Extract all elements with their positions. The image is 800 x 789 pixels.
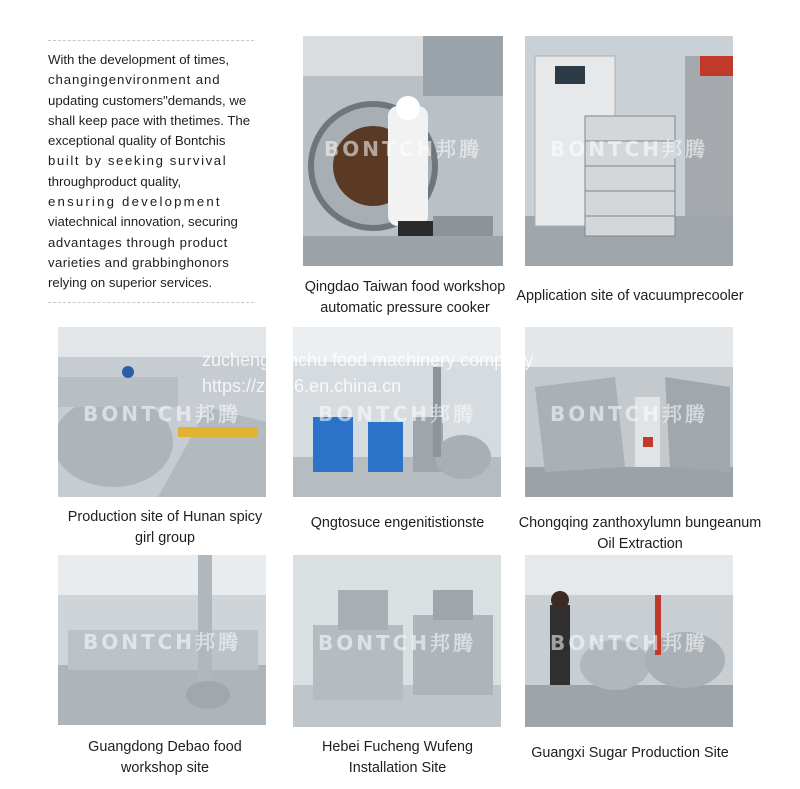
intro-line: exceptional quality of Bontchis: [48, 133, 226, 149]
caption-line: Production site of Hunan spicy: [67, 509, 263, 525]
photo-caption: [505, 286, 755, 307]
photo-vacuum-precooler: [525, 36, 733, 266]
caption-line: Installation Site: [348, 760, 447, 776]
intro-line: ensuring development: [48, 194, 222, 210]
photo-caption: [285, 737, 510, 779]
top-divider: [48, 40, 254, 41]
intro-line: relying on superior services.: [48, 275, 213, 291]
intro-line: With the development of times,: [48, 52, 230, 67]
brand-watermark: BONTCH邦腾: [323, 136, 483, 161]
caption-line: Application site of vacuumprecooler: [516, 288, 744, 304]
caption-line: Guangdong Debao food: [88, 739, 242, 755]
caption-line: girl group: [135, 530, 195, 546]
intro-paragraph: [48, 50, 258, 294]
photo-caption: [505, 513, 775, 555]
brand-watermark: BONTCH邦腾: [549, 136, 709, 161]
intro-line: changingenvironment and: [48, 72, 221, 88]
photo-hebei-installation: [293, 555, 501, 727]
photo-caption: [515, 743, 745, 764]
photo-caption: [40, 507, 290, 549]
intro-line: varieties and grabbinghonors: [48, 254, 230, 270]
brand-watermark: BONTCH邦腾: [317, 631, 477, 656]
intro-line: advantages through product: [48, 234, 228, 250]
bottom-divider: [48, 302, 254, 303]
caption-line: automatic pressure cooker: [320, 300, 490, 316]
brand-watermark: BONTCH邦腾: [82, 402, 242, 427]
caption-line: Guangxi Sugar Production Site: [531, 745, 729, 761]
caption-line: Hebei Fucheng Wufeng: [322, 739, 473, 755]
photo-caption: [280, 513, 515, 534]
photo-chongqing-extraction: [525, 327, 733, 497]
url-watermark: https://zc156.en.china.cn: [202, 376, 402, 396]
caption-line: Qngtosuce engenitistionste: [310, 515, 485, 531]
photo-guangxi-sugar: [525, 555, 733, 727]
intro-line: viatechnical innovation, securing: [48, 214, 238, 230]
brand-watermark: BONTCH邦腾: [317, 402, 477, 427]
photo-guangdong-workshop: [58, 555, 266, 725]
caption-line: Chongqing zanthoxylumn bungeanum: [518, 515, 762, 531]
caption-line: Qingdao Taiwan food workshop: [304, 279, 506, 295]
caption-line: workshop site: [121, 760, 209, 776]
intro-line: built by seeking survival: [48, 153, 228, 169]
photo-pressure-cooker: [303, 36, 503, 266]
company-watermark: zucheng xinchu food machinery company: [202, 350, 534, 370]
brand-watermark: BONTCH邦腾: [549, 631, 709, 656]
brand-watermark: BONTCH邦腾: [82, 630, 242, 655]
photo-caption: [270, 277, 540, 319]
caption-line: Oil Extraction: [597, 536, 683, 552]
intro-line: updating customers"demands, we: [48, 92, 247, 108]
intro-line: throughproduct quality,: [48, 173, 182, 189]
intro-line: shall keep pace with thetimes. The: [48, 112, 251, 128]
photo-caption: [50, 737, 280, 779]
brand-watermark: BONTCH邦腾: [549, 402, 709, 427]
